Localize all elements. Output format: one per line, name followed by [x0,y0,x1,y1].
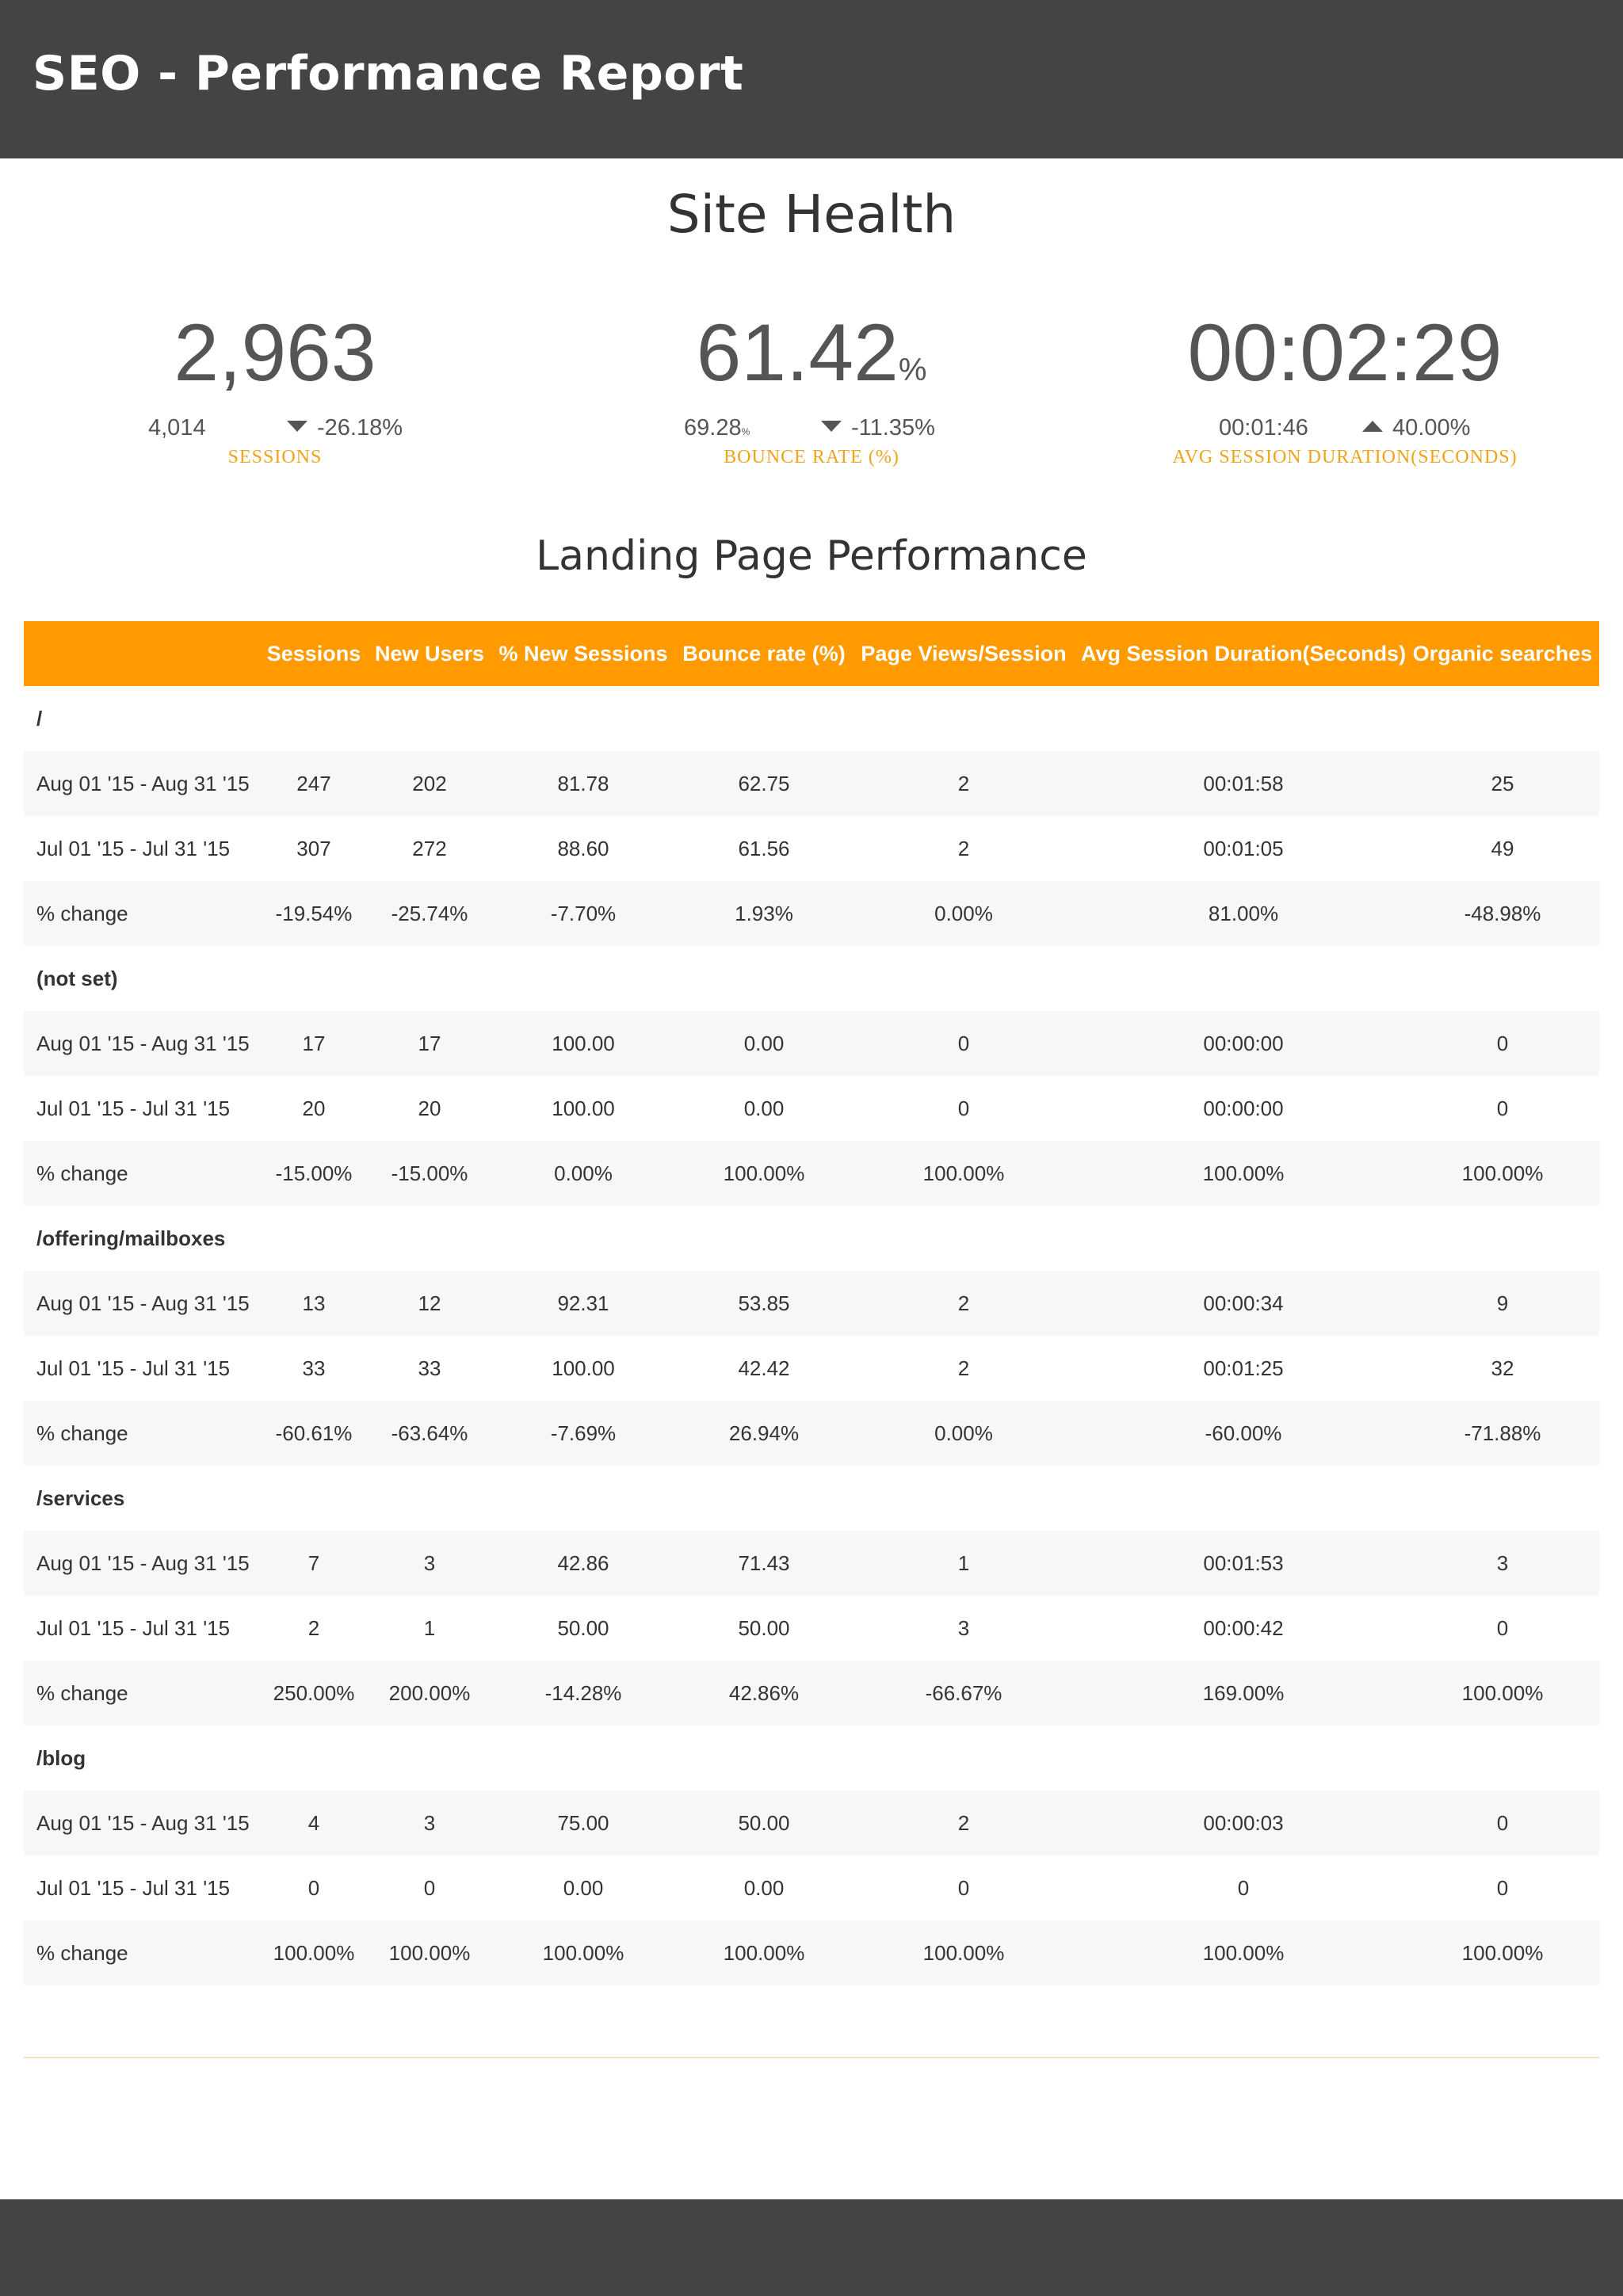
kpi-label: AVG SESSION DURATION(SECONDS) [1172,447,1518,467]
table-row [24,881,1599,946]
table-cell: 81.00% [1081,881,1406,946]
row-label: % change [24,1141,254,1206]
table-cell: 100.00% [682,1141,846,1206]
table-cell: 202 [374,751,485,816]
table-row [24,1336,1599,1401]
table-cell: 7 [254,1531,374,1596]
table-row [24,1011,1599,1076]
table-cell: 2 [846,1271,1081,1336]
table-cell: 50.00 [682,1596,846,1661]
table-row [24,1401,1599,1466]
table-cell: 3 [374,1531,485,1596]
table-cell: 100.00% [1081,1141,1406,1206]
table-cell: 32 [1406,1336,1599,1401]
kpi-value: 00:02:29 [1187,307,1503,398]
table-cell: 62.75 [682,751,846,816]
table-cell: 88.60 [485,816,682,881]
table-cell: 100.00 [485,1336,682,1401]
row-label: Jul 01 '15 - Jul 31 '15 [24,1336,254,1401]
table-cell: 12 [374,1271,485,1336]
table-cell: 169.00% [1081,1661,1406,1726]
page-group-row [24,946,1599,1011]
table-cell: 0 [846,1076,1081,1141]
table-cell: 250.00% [254,1661,374,1726]
row-label: Jul 01 '15 - Jul 31 '15 [24,816,254,881]
table-cell: 100.00 [485,1011,682,1076]
row-label: Aug 01 '15 - Aug 31 '15 [24,1011,254,1076]
table-cell: 0.00 [682,1855,846,1920]
column-header [24,621,254,686]
table-cell: 0.00 [485,1855,682,1920]
landing-page-path: /services [24,1466,1599,1531]
table-row [24,816,1599,881]
table-cell: 1.93% [682,881,846,946]
table-cell: 0 [1081,1855,1406,1920]
table-cell: 53.85 [682,1271,846,1336]
table-cell: 50.00 [682,1791,846,1855]
table-cell: 00:01:58 [1081,751,1406,816]
table-cell: 13 [254,1271,374,1336]
column-header-new-sessions-pct: % New Sessions [485,621,682,686]
table-cell: 100.00% [1081,1920,1406,1985]
kpi-change: -26.18% [287,415,403,441]
table-row [24,1855,1599,1920]
table-cell: 33 [374,1336,485,1401]
row-label: Jul 01 '15 - Jul 31 '15 [24,1596,254,1661]
table-cell: 0 [254,1855,374,1920]
landing-page-path: / [24,686,1599,751]
table-row [24,1791,1599,1855]
table-cell: 42.86 [485,1531,682,1596]
table-cell: 92.31 [485,1271,682,1336]
kpi-bounce-rate [542,306,1081,468]
table-cell: 0 [846,1011,1081,1076]
kpi-previous-value: 4,014 [148,415,206,441]
table-cell: -66.67% [846,1661,1081,1726]
table-cell: 100.00% [1406,1141,1599,1206]
table-cell: 2 [846,816,1081,881]
row-label: % change [24,1401,254,1466]
report-title: SEO - Performance Report [32,46,744,101]
kpi-value: 2,963 [174,307,376,398]
table-cell: 20 [254,1076,374,1141]
table-cell: 2 [846,751,1081,816]
landing-page-path: /offering/mailboxes [24,1206,1599,1271]
table-cell: 100.00% [254,1920,374,1985]
table-row [24,1076,1599,1141]
table-cell: 0.00% [846,1401,1081,1466]
arrow-down-icon [821,421,842,432]
arrow-down-icon [287,421,307,432]
kpi-previous-value: 00:01:46 [1219,415,1308,441]
column-header-organic-searches: Organic searches [1406,621,1599,686]
table-row [24,1531,1599,1596]
column-header-sessions: Sessions [254,621,374,686]
table-cell: 75.00 [485,1791,682,1855]
table-cell: -60.00% [1081,1401,1406,1466]
report-footer [0,2199,1623,2296]
table-cell: 0 [1406,1596,1599,1661]
column-header-bounce-rate: Bounce rate (%) [682,621,846,686]
table-cell: 26.94% [682,1401,846,1466]
kpi-label: BOUNCE RATE (%) [724,447,899,467]
table-cell: 17 [254,1011,374,1076]
table-cell: 17 [374,1011,485,1076]
table-cell: 100.00% [1406,1661,1599,1726]
table-cell: -60.61% [254,1401,374,1466]
table-cell: 100.00% [682,1920,846,1985]
table-cell: -7.69% [485,1401,682,1466]
row-label: Jul 01 '15 - Jul 31 '15 [24,1076,254,1141]
table-cell: 2 [254,1596,374,1661]
table-cell: 25 [1406,751,1599,816]
row-label: Jul 01 '15 - Jul 31 '15 [24,1855,254,1920]
table-cell: 00:01:25 [1081,1336,1406,1401]
kpi-previous-value: 69.28% [684,415,750,441]
table-cell: -63.64% [374,1401,485,1466]
table-cell: 9 [1406,1271,1599,1336]
table-cell: 71.43 [682,1531,846,1596]
landing-page-table [24,621,1599,1985]
table-cell: 00:00:00 [1081,1011,1406,1076]
landing-page-performance-title: Landing Page Performance [536,532,1087,580]
page-group-row [24,1466,1599,1531]
report-header [0,0,1623,158]
kpi-sessions [6,306,544,468]
row-label: % change [24,1920,254,1985]
table-cell: 100.00% [846,1920,1081,1985]
row-label: % change [24,1661,254,1726]
table-cell: 00:01:05 [1081,816,1406,881]
divider [24,2057,1599,2058]
table-cell: -25.74% [374,881,485,946]
table-header-row [24,621,1599,686]
kpi-value: 61.42% [696,307,927,398]
table-cell: -14.28% [485,1661,682,1726]
table-cell: 00:00:34 [1081,1271,1406,1336]
table-cell: 0 [1406,1076,1599,1141]
table-cell: 272 [374,816,485,881]
table-cell: -7.70% [485,881,682,946]
table-cell: -71.88% [1406,1401,1599,1466]
page-group-row [24,1726,1599,1791]
table-cell: 2 [846,1336,1081,1401]
page-group-row [24,686,1599,751]
table-row [24,751,1599,816]
table-cell: 4 [254,1791,374,1855]
table-cell: -15.00% [374,1141,485,1206]
table-cell: 200.00% [374,1661,485,1726]
landing-page-path: /blog [24,1726,1599,1791]
column-header-page-views-session: Page Views/Session [846,621,1081,686]
table-cell: 100.00% [1406,1920,1599,1985]
table-cell: 50.00 [485,1596,682,1661]
table-cell: 100.00% [485,1920,682,1985]
kpi-label: SESSIONS [227,447,323,467]
column-header-new-users: New Users [374,621,485,686]
table-row [24,1596,1599,1661]
table-row [24,1271,1599,1336]
table-cell: 42.86% [682,1661,846,1726]
table-row [24,1661,1599,1726]
table-cell: 00:00:00 [1081,1076,1406,1141]
table-cell: 100.00 [485,1076,682,1141]
table-cell: -19.54% [254,881,374,946]
table-cell: 0.00% [846,881,1081,946]
table-row [24,1920,1599,1985]
row-label: Aug 01 '15 - Aug 31 '15 [24,1531,254,1596]
table-cell: 0.00 [682,1011,846,1076]
table-cell: 33 [254,1336,374,1401]
table-cell: 0.00 [682,1076,846,1141]
row-label: Aug 01 '15 - Aug 31 '15 [24,1791,254,1855]
landing-page-path: (not set) [24,946,1599,1011]
table-cell: 00:01:53 [1081,1531,1406,1596]
table-cell: 0 [1406,1855,1599,1920]
table-row [24,1141,1599,1206]
table-cell: -15.00% [254,1141,374,1206]
table-cell: 00:00:03 [1081,1791,1406,1855]
table-cell: 81.78 [485,751,682,816]
table-cell: 307 [254,816,374,881]
table-cell: -48.98% [1406,881,1599,946]
table-cell: 20 [374,1076,485,1141]
table-cell: 0.00% [485,1141,682,1206]
kpi-change: 40.00% [1362,415,1470,441]
table-cell: 100.00% [846,1141,1081,1206]
table-cell: 42.42 [682,1336,846,1401]
table-cell: 49 [1406,816,1599,881]
row-label: Aug 01 '15 - Aug 31 '15 [24,751,254,816]
table-cell: 100.00% [374,1920,485,1985]
table-cell: 0 [374,1855,485,1920]
table-cell: 3 [1406,1531,1599,1596]
row-label: Aug 01 '15 - Aug 31 '15 [24,1271,254,1336]
arrow-up-icon [1362,421,1383,432]
kpi-avg-session-duration [1075,306,1614,468]
table-cell: 0 [1406,1791,1599,1855]
page-group-row [24,1206,1599,1271]
table-cell: 2 [846,1791,1081,1855]
table-cell: 1 [374,1596,485,1661]
row-label: % change [24,881,254,946]
table-cell: 00:00:42 [1081,1596,1406,1661]
table-cell: 247 [254,751,374,816]
table-cell: 1 [846,1531,1081,1596]
table-cell: 3 [846,1596,1081,1661]
table-cell: 61.56 [682,816,846,881]
site-health-title: Site Health [666,184,957,245]
table-cell: 0 [1406,1011,1599,1076]
table-cell: 0 [846,1855,1081,1920]
table-cell: 3 [374,1791,485,1855]
kpi-change: -11.35% [821,415,935,441]
column-header-avg-session-duration: Avg Session Duration(Seconds) [1081,621,1406,686]
